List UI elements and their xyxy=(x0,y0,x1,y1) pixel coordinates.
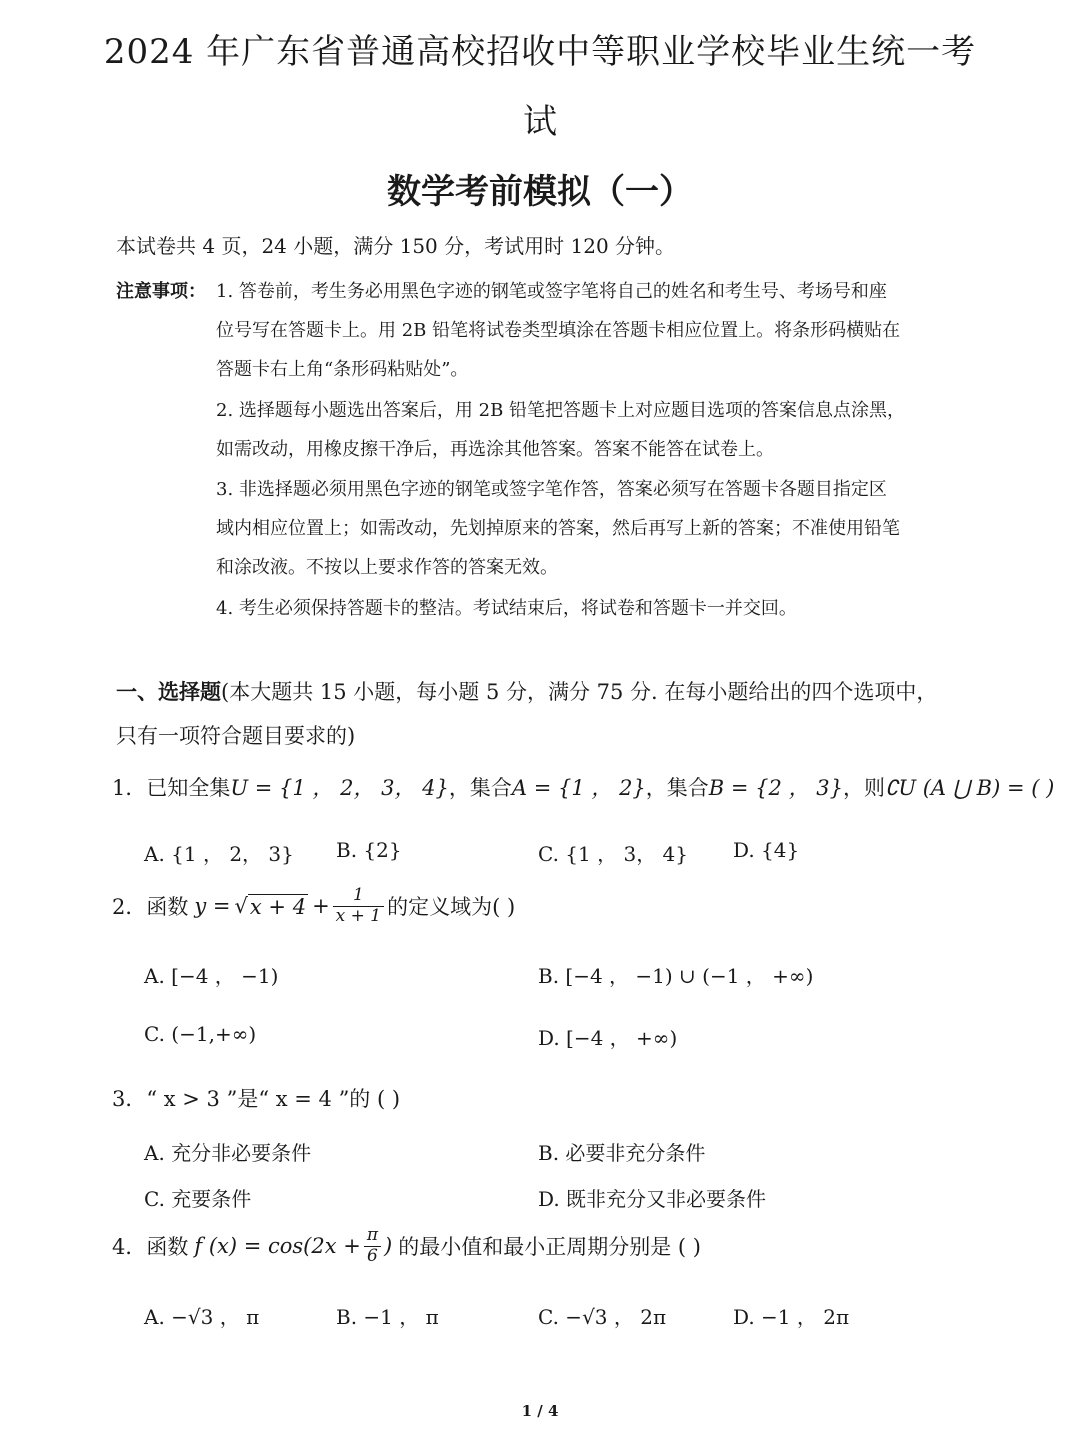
q4-option-c: C. −√3 ， 2π xyxy=(538,1305,667,1329)
q1-option-c: C. {1 ， 3， 4} xyxy=(538,842,688,866)
q4-option-a: A. −√3 ， π xyxy=(144,1305,260,1329)
q2-option-d: D. [−4 ， +∞) xyxy=(538,1026,678,1050)
question-4-stem xyxy=(112,1226,701,1266)
notice-line: 答题卡右上角“条形码粘贴处”。 xyxy=(216,359,469,380)
q4-fraction xyxy=(364,1226,381,1266)
q4-option-b: B. −1 ， π xyxy=(336,1305,439,1329)
exam-title-line2: 试 xyxy=(523,102,557,142)
q1-option-d: D. {4} xyxy=(733,838,800,862)
notice-line: 4. 考生必须保持答题卡的整洁。考试结束后，将试卷和答题卡一并交回。 xyxy=(216,598,797,619)
q4-frac-den: 6 xyxy=(367,1245,378,1266)
section-heading-title: 一、选择题 xyxy=(116,680,221,704)
q1-option-b: B. {2} xyxy=(336,838,402,862)
q2-option-c: C. (−1,+∞) xyxy=(144,1022,257,1046)
q1-text-c: ，集合 xyxy=(645,776,709,800)
q1-option-a: A. {1 ， 2， 3} xyxy=(144,842,294,866)
notice-line: 3. 非选择题必须用黑色字迹的钢笔或签字笔作答，答案必须写在答题卡各题目指定区 xyxy=(216,479,887,500)
notice-line: 和涂改液。不按以上要求作答的答案无效。 xyxy=(216,557,558,578)
notice-line: 域内相应位置上；如需改动，先划掉原来的答案，然后再写上新的答案；不准使用铅笔 xyxy=(216,518,900,539)
notice-line: 位号写在答题卡上。用 2B 铅笔将试卷类型填涂在答题卡相应位置上。将条形码横贴在 xyxy=(216,320,901,341)
question-3-stem: 3．“ x > 3 ”是“ x = 4 ”的 ( ) xyxy=(112,1087,401,1111)
q1-set-u: U = {1 ， 2， 3， 4} xyxy=(230,776,449,800)
page-number: 1 / 4 xyxy=(521,1402,559,1420)
q1-expression: ∁U (A ⋃ B) = ( ) xyxy=(884,776,1055,800)
q2-y-eq: y = xyxy=(194,894,231,919)
q4-close: ) xyxy=(384,1234,393,1259)
q1-text-d: ，则 xyxy=(842,776,885,800)
section-heading-rules: (本大题共 15 小题，每小题 5 分，满分 75 分. 在每小题给出的四个选项中， xyxy=(221,680,938,704)
notice-line: 1. 答卷前，考生务必用黑色字迹的钢笔或签字笔将自己的姓名和考生号、考场号和座 xyxy=(216,281,887,302)
q1-set-b: B = {2 ， 3} xyxy=(708,776,843,800)
q3-option-a: A. 充分非必要条件 xyxy=(144,1141,312,1165)
q3-option-d: D. 既非充分又非必要条件 xyxy=(538,1187,767,1211)
notice-line: 如需改动，用橡皮擦干净后，再选涂其他答案。答案不能答在试卷上。 xyxy=(216,439,774,460)
q1-text-b: ，集合 xyxy=(448,776,512,800)
sqrt-icon: √ xyxy=(234,894,248,919)
question-2-stem xyxy=(112,886,515,926)
q1-set-a: A = {1 ， 2} xyxy=(511,776,646,800)
q2-text-a: 2．函数 xyxy=(112,895,189,920)
section-heading-cont: 只有一项符合题目要求的) xyxy=(116,724,356,748)
question-1-stem xyxy=(112,772,1054,802)
q3-option-c: C. 充要条件 xyxy=(144,1187,252,1211)
q2-frac-den: x + 1 xyxy=(335,905,382,926)
q4-function: f (x) = cos(2x + xyxy=(194,1234,361,1259)
q2-option-a: A. [−4 ， −1) xyxy=(144,964,279,988)
q4-text-b: 的最小值和最小正周期分别是 ( ) xyxy=(398,1235,701,1260)
exam-title-line1: 2024 年广东省普通高校招收中等职业学校毕业生统一考 xyxy=(103,32,977,72)
notice-label: 注意事项： xyxy=(116,281,206,302)
q2-frac-num: 1 xyxy=(333,886,384,907)
exam-subtitle: 数学考前模拟（一） xyxy=(387,172,693,212)
q2-plus: + xyxy=(312,894,330,919)
section-heading xyxy=(116,676,937,706)
notice-line: 2. 选择题每小题选出答案后，用 2B 铅笔把答题卡上对应题目选项的答案信息点涂黑， xyxy=(216,400,906,421)
q2-option-b: B. [−4 ， −1) ∪ (−1 ， +∞) xyxy=(538,964,814,988)
q4-frac-num: π xyxy=(364,1226,381,1247)
q4-text-a: 4．函数 xyxy=(112,1235,189,1260)
q1-text-a: 1．已知全集 xyxy=(112,776,231,800)
q2-text-b: 的定义域为( ) xyxy=(387,895,516,920)
exam-intro: 本试卷共 4 页，24 小题，满分 150 分，考试用时 120 分钟。 xyxy=(116,234,676,258)
q2-fraction xyxy=(333,886,384,926)
q4-option-d: D. −1 ， 2π xyxy=(733,1305,850,1329)
q3-option-b: B. 必要非充分条件 xyxy=(538,1141,706,1165)
q2-sqrt-body: x + 4 xyxy=(249,894,307,919)
